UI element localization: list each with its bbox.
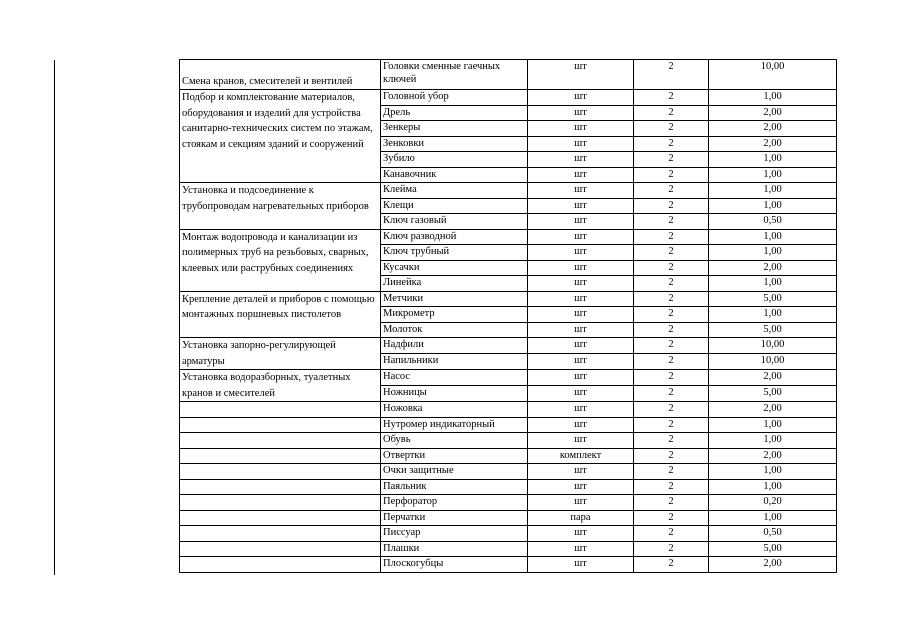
quantity-cell: 2 [634, 495, 709, 511]
tool-name-cell: Канавочник [381, 167, 528, 183]
value-cell: 1,00 [709, 433, 837, 449]
value-cell: 1,00 [709, 479, 837, 495]
quantity-cell: 2 [634, 276, 709, 292]
value-cell: 1,00 [709, 245, 837, 261]
quantity-cell: 2 [634, 402, 709, 418]
tool-name-cell: Головной убор [381, 90, 528, 106]
table-row [180, 370, 837, 386]
equipment-table [179, 59, 837, 573]
quantity-cell: 2 [634, 557, 709, 573]
tool-name-cell: Плоскогубцы [381, 557, 528, 573]
quantity-cell: 2 [634, 464, 709, 480]
quantity-cell: 2 [634, 307, 709, 323]
tool-name-cell: Ножницы [381, 386, 528, 402]
table-row [180, 479, 837, 495]
unit-cell: шт [528, 90, 634, 106]
unit-cell: шт [528, 183, 634, 199]
quantity-cell: 2 [634, 214, 709, 230]
unit-cell: шт [528, 354, 634, 370]
quantity-cell: 2 [634, 541, 709, 557]
table-row [180, 417, 837, 433]
table-row [180, 183, 837, 199]
unit-cell: шт [528, 526, 634, 542]
value-cell: 5,00 [709, 386, 837, 402]
value-cell: 5,00 [709, 541, 837, 557]
unit-cell: шт [528, 60, 634, 90]
value-cell: 1,00 [709, 307, 837, 323]
table-row [180, 448, 837, 464]
value-cell: 10,00 [709, 338, 837, 354]
quantity-cell: 2 [634, 433, 709, 449]
tool-name-cell: Обувь [381, 433, 528, 449]
table-row [180, 526, 837, 542]
quantity-cell: 2 [634, 60, 709, 90]
unit-cell: шт [528, 245, 634, 261]
tool-name-cell: Клещи [381, 198, 528, 214]
operation-cell-empty [180, 526, 381, 542]
unit-cell: шт [528, 291, 634, 307]
value-cell: 2,00 [709, 136, 837, 152]
table-row [180, 510, 837, 526]
unit-cell: шт [528, 136, 634, 152]
unit-cell: комплект [528, 448, 634, 464]
quantity-cell: 2 [634, 167, 709, 183]
tool-name-cell: Головки сменные гаечных ключей [381, 60, 528, 90]
unit-cell: шт [528, 370, 634, 386]
quantity-cell: 2 [634, 386, 709, 402]
value-cell: 1,00 [709, 229, 837, 245]
tool-name-cell: Клейма [381, 183, 528, 199]
table-row [180, 90, 837, 106]
quantity-cell: 2 [634, 136, 709, 152]
quantity-cell: 2 [634, 479, 709, 495]
tool-name-cell: Ножовка [381, 402, 528, 418]
tool-name-cell: Микрометр [381, 307, 528, 323]
quantity-cell: 2 [634, 370, 709, 386]
operation-cell-empty [180, 510, 381, 526]
table-row [180, 291, 837, 307]
tool-name-cell: Молоток [381, 322, 528, 338]
unit-cell: шт [528, 495, 634, 511]
operation-cell: Подбор и комплектование материалов, оборудования и изделий для устройства санитарно-технических систем по этажам, стоякам и секциям зданий и сооружений [180, 90, 381, 183]
unit-cell: шт [528, 214, 634, 230]
unit-cell: шт [528, 433, 634, 449]
tool-name-cell: Напильники [381, 354, 528, 370]
tool-name-cell: Зенковки [381, 136, 528, 152]
operation-cell-empty [180, 464, 381, 480]
operation-cell: Установка запорно-регулирующей арматуры [180, 338, 381, 370]
table-row [180, 433, 837, 449]
tool-name-cell: Ключ газовый [381, 214, 528, 230]
operation-cell-empty [180, 495, 381, 511]
value-cell: 0,50 [709, 526, 837, 542]
tool-name-cell: Метчики [381, 291, 528, 307]
table-row [180, 541, 837, 557]
quantity-cell: 2 [634, 245, 709, 261]
operation-cell: Смена кранов, смесителей и вентилей [180, 60, 381, 90]
quantity-cell: 2 [634, 183, 709, 199]
quantity-cell: 2 [634, 448, 709, 464]
tool-name-cell: Надфили [381, 338, 528, 354]
value-cell: 1,00 [709, 198, 837, 214]
value-cell: 2,00 [709, 557, 837, 573]
quantity-cell: 2 [634, 291, 709, 307]
unit-cell: шт [528, 260, 634, 276]
tool-name-cell: Нутромер индикаторный [381, 417, 528, 433]
operation-cell-empty [180, 417, 381, 433]
value-cell: 1,00 [709, 276, 837, 292]
value-cell: 1,00 [709, 510, 837, 526]
tool-name-cell: Дрель [381, 105, 528, 121]
quantity-cell: 2 [634, 354, 709, 370]
unit-cell: шт [528, 386, 634, 402]
quantity-cell: 2 [634, 510, 709, 526]
value-cell: 10,00 [709, 354, 837, 370]
value-cell: 1,00 [709, 464, 837, 480]
quantity-cell: 2 [634, 121, 709, 137]
unit-cell: шт [528, 338, 634, 354]
unit-cell: шт [528, 464, 634, 480]
quantity-cell: 2 [634, 90, 709, 106]
tool-name-cell: Зубило [381, 152, 528, 168]
table-row [180, 402, 837, 418]
quantity-cell: 2 [634, 338, 709, 354]
tool-name-cell: Отвертки [381, 448, 528, 464]
unit-cell: шт [528, 121, 634, 137]
table-row [180, 464, 837, 480]
unit-cell: шт [528, 417, 634, 433]
value-cell: 2,00 [709, 370, 837, 386]
value-cell: 2,00 [709, 402, 837, 418]
value-cell: 5,00 [709, 291, 837, 307]
unit-cell: шт [528, 307, 634, 323]
operation-cell-empty [180, 479, 381, 495]
quantity-cell: 2 [634, 198, 709, 214]
value-cell: 1,00 [709, 167, 837, 183]
unit-cell: шт [528, 322, 634, 338]
quantity-cell: 2 [634, 229, 709, 245]
tool-name-cell: Ключ трубный [381, 245, 528, 261]
tool-name-cell: Насос [381, 370, 528, 386]
table-row [180, 338, 837, 354]
tool-name-cell: Кусачки [381, 260, 528, 276]
tool-name-cell: Паяльник [381, 479, 528, 495]
operation-cell: Крепление деталей и приборов с помощью монтажных поршневых пистолетов [180, 291, 381, 338]
operation-cell: Установка водоразборных, туалетных кранов и смесителей [180, 370, 381, 402]
unit-cell: шт [528, 198, 634, 214]
unit-cell: шт [528, 276, 634, 292]
unit-cell: шт [528, 229, 634, 245]
unit-cell: шт [528, 402, 634, 418]
page-margin-rule [54, 60, 55, 575]
value-cell: 1,00 [709, 152, 837, 168]
unit-cell: шт [528, 479, 634, 495]
operation-cell-empty [180, 557, 381, 573]
quantity-cell: 2 [634, 322, 709, 338]
value-cell: 2,00 [709, 448, 837, 464]
unit-cell: шт [528, 557, 634, 573]
quantity-cell: 2 [634, 152, 709, 168]
operation-cell-empty [180, 402, 381, 418]
quantity-cell: 2 [634, 260, 709, 276]
operation-cell-empty [180, 433, 381, 449]
value-cell: 5,00 [709, 322, 837, 338]
value-cell: 0,50 [709, 214, 837, 230]
value-cell: 1,00 [709, 90, 837, 106]
quantity-cell: 2 [634, 105, 709, 121]
unit-cell: пара [528, 510, 634, 526]
value-cell: 1,00 [709, 417, 837, 433]
operation-cell-empty [180, 541, 381, 557]
quantity-cell: 2 [634, 417, 709, 433]
value-cell: 2,00 [709, 260, 837, 276]
operation-cell: Монтаж водопровода и канализации из полимерных труб на резьбовых, сварных, клеевых или раструбных соединениях [180, 229, 381, 291]
unit-cell: шт [528, 105, 634, 121]
unit-cell: шт [528, 152, 634, 168]
table-row [180, 495, 837, 511]
tool-name-cell: Плашки [381, 541, 528, 557]
tool-name-cell: Перфоратор [381, 495, 528, 511]
table-row [180, 557, 837, 573]
tool-name-cell: Ключ разводной [381, 229, 528, 245]
table-row [180, 60, 837, 90]
tool-name-cell: Писсуар [381, 526, 528, 542]
unit-cell: шт [528, 541, 634, 557]
quantity-cell: 2 [634, 526, 709, 542]
operation-cell: Установка и подсоединение к трубопроводам нагревательных приборов [180, 183, 381, 230]
unit-cell: шт [528, 167, 634, 183]
tool-name-cell: Линейка [381, 276, 528, 292]
operation-cell-empty [180, 448, 381, 464]
tool-name-cell: Перчатки [381, 510, 528, 526]
value-cell: 0,20 [709, 495, 837, 511]
value-cell: 2,00 [709, 121, 837, 137]
tool-name-cell: Зенкеры [381, 121, 528, 137]
value-cell: 10,00 [709, 60, 837, 90]
tool-name-cell: Очки защитные [381, 464, 528, 480]
table-row [180, 229, 837, 245]
value-cell: 2,00 [709, 105, 837, 121]
value-cell: 1,00 [709, 183, 837, 199]
